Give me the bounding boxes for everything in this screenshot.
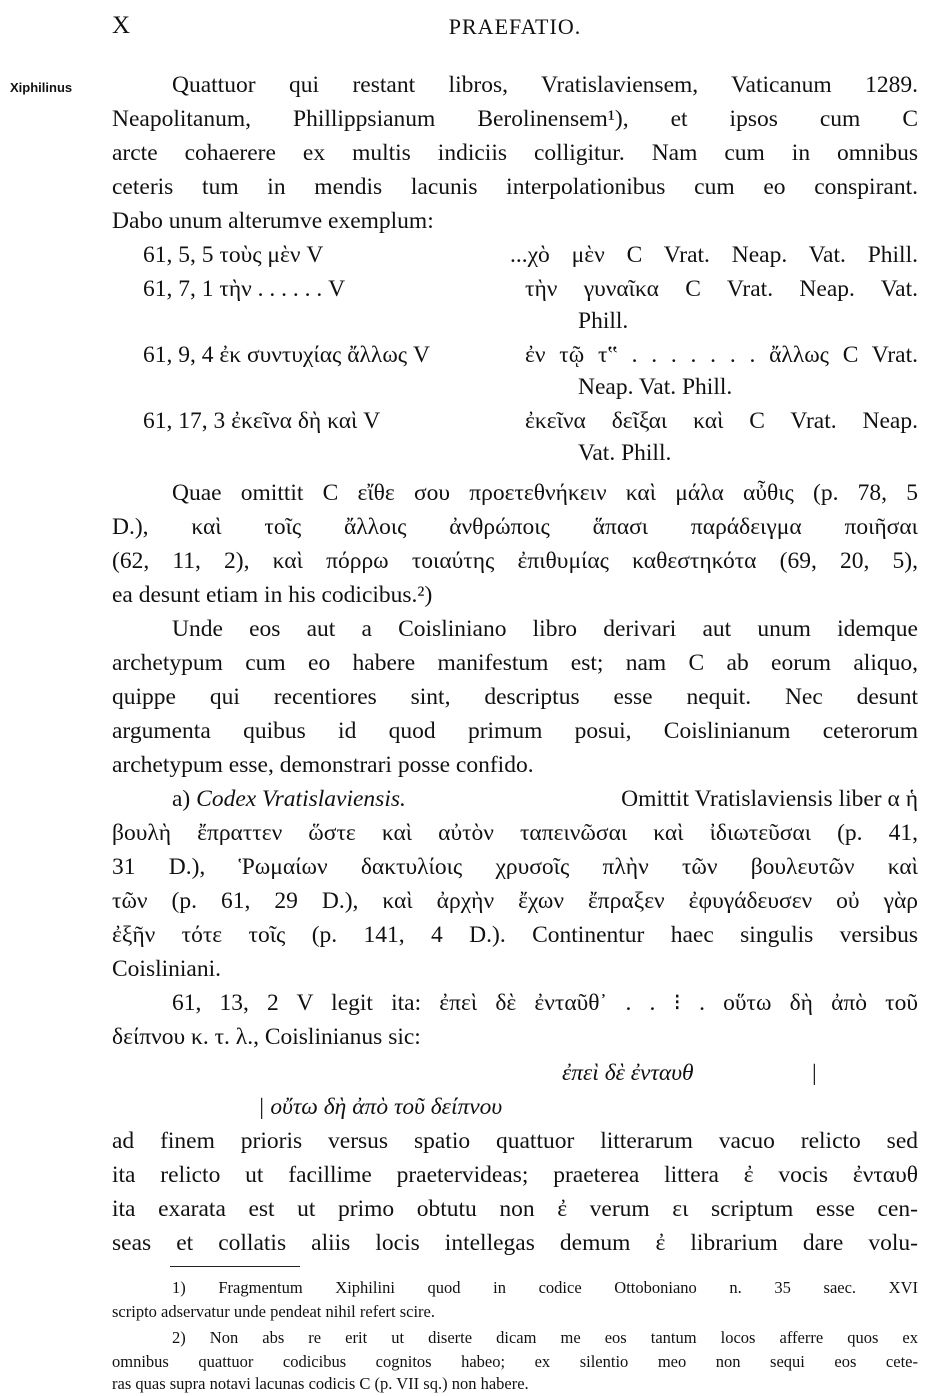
- codex-line-3: 31 D.), Ῥωμαίων δακτυλίοις χρυσοῖς πλὴν τῶν βουλευτῶν καὶ: [112, 854, 918, 880]
- example-4-cont: Vat. Phill.: [578, 440, 672, 466]
- intro-line-5: Dabo unum alterumve exemplum:: [112, 208, 434, 234]
- legit-line-1: 61, 13, 2 V legit ita: ἐπεὶ δὲ ἐνταῦθ᾽ . . ⁝ . οὕτω δὴ ἀπὸ τοῦ: [172, 990, 918, 1016]
- unde-line-5: archetypum esse, demonstrari posse confido.: [112, 752, 534, 778]
- coislin-quote-line-1: ἐπεὶ δὲ ἐνταυθ: [562, 1060, 694, 1086]
- finem-line-2: ita relicto ut facillime praetervideas; praeterea littera ἐ vocis ἐνταυθ: [112, 1162, 918, 1188]
- omits-line-2: D.), καὶ τοῖς ἄλλοις ἀνθρώποις ἅπασι παράδειγμα ποιῆσαι: [112, 514, 918, 540]
- example-3-ref: 61, 9, 4 ἐκ συντυχίας ἄλλως V: [143, 342, 430, 368]
- example-3-reading: ἐν τῷ τ‟ . . . . . . . ἄλλως C Vrat.: [525, 342, 918, 368]
- footnote-separator: [170, 1266, 300, 1267]
- unde-line-4: argumenta quibus id quod primum posui, Coislinianum ceterorum: [112, 718, 918, 744]
- example-2-cont: Phill.: [578, 308, 629, 334]
- omits-line-1: Quae omittit C εἴθε σου προετεθνήκειν καὶ μάλα αὖθις (p. 78, 5: [172, 480, 918, 506]
- codex-line-1: [172, 784, 918, 814]
- footnote-2-line-3: ras quas supra notavi lacunas codicis C (p. VII sq.) non habere.: [112, 1374, 529, 1393]
- example-1-reading: ...χὸ μὲν C Vrat. Neap. Vat. Phill.: [510, 242, 918, 268]
- intro-line-3: arcte cohaerere ex multis indiciis colligitur. Nam cum in omnibus: [112, 140, 918, 166]
- codex-line-2: βουλὴ ἔπραττεν ὥστε καὶ αὐτὸν ταπεινῶσαι καὶ ἰδιωτεῦσαι (p. 41,: [112, 820, 918, 846]
- example-3-cont: Neap. Vat. Phill.: [578, 374, 733, 400]
- footnote-1-line-1: 1) Fragmentum Xiphilini quod in codice Ottoboniano n. 35 saec. XVI: [172, 1278, 918, 1297]
- codex-line-5: ἐξῆν τότε τοῖς (p. 141, 4 D.). Continentur haec singulis versibus: [112, 922, 918, 948]
- footnote-2-line-1: 2) Non abs re erit ut diserte dicam me eos tantum locos afferre quos ex: [172, 1328, 918, 1347]
- finem-line-4: seas et collatis aliis locis intellegas demum ἐ librarium dare volu-: [112, 1230, 918, 1256]
- example-4-reading: ἐκεῖνα δεῖξαι καὶ C Vrat. Neap.: [525, 408, 918, 434]
- footnote-1-line-2: scripto adservatur unde pendeat nihil refert scire.: [112, 1302, 435, 1321]
- codex-title: Codex Vratislaviensis.: [196, 786, 406, 812]
- intro-line-2: Neapolitanum, Phillippsianum Berolinensem¹), et ipsos cum C: [112, 106, 918, 132]
- unde-line-1: Unde eos aut a Coisliniano libro derivari aut unum idemque: [172, 616, 918, 642]
- omits-line-3: (62, 11, 2), καὶ πόρρω τοιαύτης ἐπιθυμίας καθεστηκότα (69, 20, 5),: [112, 548, 918, 574]
- finem-line-3: ita exarata est ut primo obtutu non ἐ verum ει scriptum esse cen-: [112, 1196, 918, 1222]
- omits-line-4: ea desunt etiam in his codicibus.²): [112, 582, 433, 608]
- running-title: PRAEFATIO.: [448, 14, 582, 39]
- codex-label: a) Codex Vratislaviensis.: [172, 786, 406, 812]
- legit-line-2: δείπνου κ. τ. λ., Coislinianus sic:: [112, 1024, 421, 1050]
- unde-line-3: quippe qui recentiores sint, descriptus esse nequit. Nec desunt: [112, 684, 918, 710]
- intro-line-4: ceteris tum in mendis lacunis interpolationibus cum eo conspirant.: [112, 174, 918, 200]
- coislin-quote-bar: |: [812, 1060, 817, 1086]
- example-2-reading: τὴν γυναῖκα C Vrat. Neap. Vat.: [525, 276, 918, 302]
- page-number: X: [112, 12, 132, 39]
- codex-first-rest: Omittit Vratislaviensis liber α ἡ: [621, 786, 918, 812]
- finem-line-1: ad finem prioris versus spatio quattuor litterarum vacuo relicto sed: [112, 1128, 918, 1154]
- example-4-ref: 61, 17, 3 ἐκεῖνα δὴ καὶ V: [143, 408, 381, 434]
- footnote-2-line-2: omnibus quattuor codicibus cognitos habeo; ex silentio meo non sequi eos cete-: [112, 1352, 918, 1371]
- unde-line-2: archetypum cum eo habere manifestum est; nam C ab eorum aliquo,: [112, 650, 918, 676]
- example-2-ref: 61, 7, 1 τὴν . . . . . . V: [143, 276, 346, 302]
- codex-line-6: Coisliniani.: [112, 956, 222, 982]
- intro-line-1: Quattuor qui restant libros, Vratislaviensem, Vaticanum 1289.: [172, 72, 918, 98]
- example-1-ref: 61, 5, 5 τοὺς μὲν V: [143, 242, 324, 268]
- margin-note: Xiphilinus: [10, 80, 73, 95]
- codex-line-4: τῶν (p. 61, 29 D.), καὶ ἀρχὴν ἔχων ἔπραξεν ἐφυγάδευσεν οὐ γὰρ: [112, 888, 918, 914]
- coislin-quote-line-2: | οὔτω δὴ ἀπὸ τοῦ δείπνου: [258, 1094, 503, 1120]
